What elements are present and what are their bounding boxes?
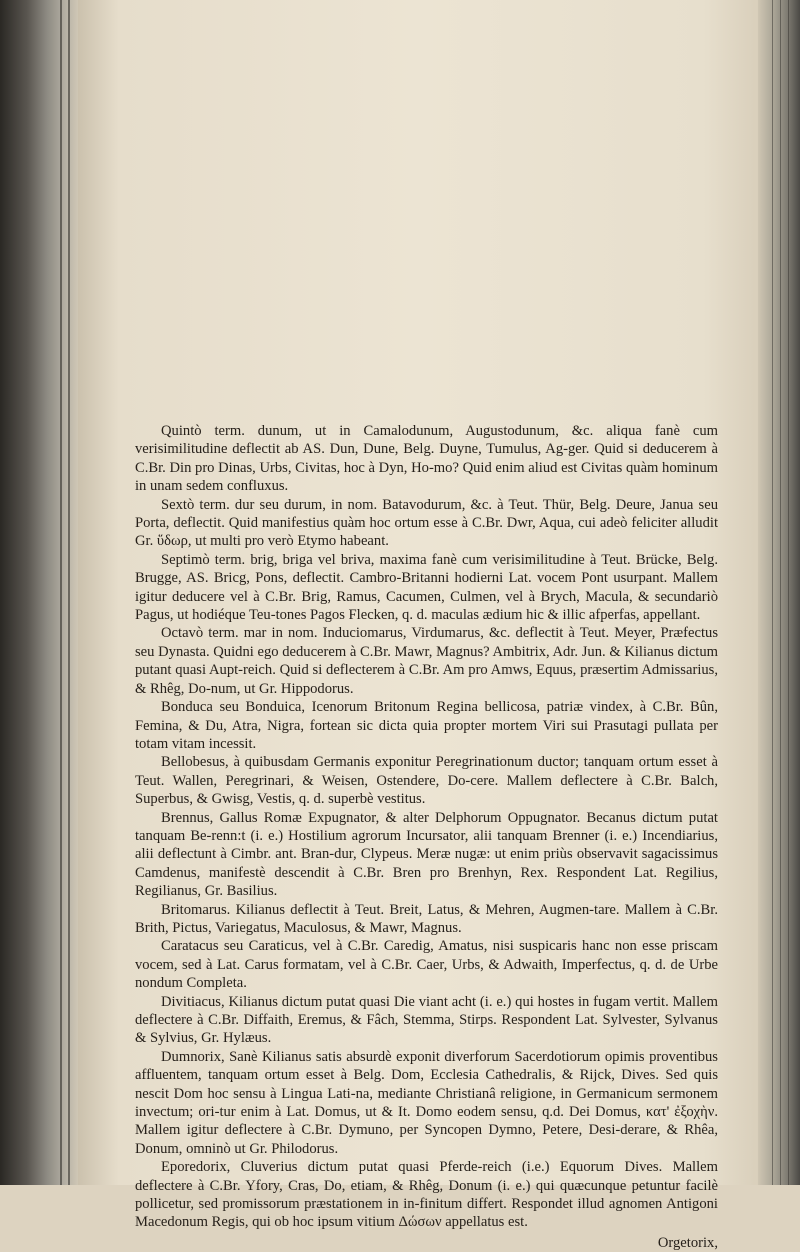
paragraph-bellobesus: Bellobesus, à quibusdam Germanis exponitur Peregrinationum ductor; tanquam ortum esset à Teut. Wallen, Peregrinari, & Weisen, Ostendere, Do-cere. Mallem deflectere à C.Br. Balch, Superbus, & Gwisg, Vestis, q. d. superbè vestitus.	[135, 754, 718, 808]
paragraph-britomarus: Britomarus. Kilianus deflectit à Teut. Breit, Latus, & Mehren, Augmen-tare. Mallem à C.Br. Brith, Pictus, Variegatus, Maculosus, & Mawr, Magnus.	[135, 901, 718, 936]
paragraph-divitiacus: Divitiacus, Kilianus dictum putat quasi Die viant acht (i. e.) qui hostes in fugam vertit. Mallem deflectere à C.Br. Diffaith, Eremus, & Fâch, Stemma, Stirps. Respondent Lat. Sylvester, Sylvanus & Sylvius, Gr. Hylæus.	[135, 993, 718, 1047]
paragraph-dur: Sextò term. dur seu durum, in nom. Batavodurum, &c. à Teut. Thür, Belg. Deure, Janua seu Porta, deflectit. Quid manifestius quàm hoc ortum esse à C.Br. Dwr, Aqua, cui adeò feliciter alludit Gr. ὕδωρ, ut multi pro verò Etymo habeant.	[135, 496, 718, 550]
paragraph-mar: Octavò term. mar in nom. Induciomarus, Virdumarus, &c. deflectit à Teut. Meyer, Præfectus seu Dynasta. Quidni ego deducerem à C.Br. Mawr, Magnus? Ambitrix, Adr. Jun. & Kilianus dictum putant quasi Aupt-reich. Quid si deflecterem à C.Br. Am pro Amws, Equus, præsertim Admissarius, & Rhêg, Do-num, ut Gr. Hippodorus.	[135, 625, 718, 697]
page-edge-line	[788, 0, 789, 1185]
page-edge-line	[60, 0, 62, 1185]
paragraph-brennus: Brennus, Gallus Romæ Expugnator, & alter Delphorum Oppugnator. Becanus dictum putat tanquam Be-renn:t (i. e.) Hostilium agrorum Incursator, alii tanquam Brenner (i. e.) Incendiarius, alii deflectunt à Cimbr. ant. Bran-dur, Clypeus. Meræ nugæ: ut enim priùs observavit sagacissimus Camdenus, manifestè descendit à C.Br. Bren pro Brenhyn, Rex. Respondent Lat. Regilius, Regilianus, Gr. Basilius.	[135, 809, 718, 900]
paragraph-dumnorix: Dumnorix, Sanè Kilianus satis absurdè exponit diverforum Sacerdotiorum opimis proventibus affluentem, tanquam ortum esset à Belg. Dom, Ecclesia Cathedralis, & Rijck, Dives. Sed quis nescit Dom hoc sensu à Lingua Lati-na, mediante Christianâ religione, in Germanicum sermonem invectum; ori-tur enim à Lat. Domus, ut & It. Domo eodem sensu, q.d. Dei Domus, κατ' ἐξοχὴν. Mallem igitur deflectere à C.Br. Dymuno, per Syncopen Dymno, Petere, Desi-derare, & Rhêa, Donum, omninò ut Gr. Philodorus.	[135, 1048, 718, 1157]
right-page-edges	[758, 0, 800, 1185]
page-text-block	[135, 422, 718, 1252]
paragraph-caratacus: Caratacus seu Caraticus, vel à C.Br. Caredig, Amatus, nisi suspicaris hanc non esse priscam vocem, sed à Lat. Carus formatam, vel à C.Br. Caer, Urbs, & Adwaith, Imperfectus, q. d. de Urbe nondum Completa.	[135, 938, 718, 992]
paragraph-bonduca: Bonduca seu Bonduica, Icenorum Britonum Regina bellicosa, patriæ vindex, à C.Br. Bûn, Femina, & Du, Atra, Nigra, fortean sic dicta quia propter mortem Viri sui Prasutagi pullata per totam vitam incessit.	[135, 699, 718, 752]
paragraph-dunum: Quintò term. dunum, ut in Camalodunum, Augustodunum, &c. aliqua fanè cum verisimilitudine deflectit ab AS. Dun, Dune, Belg. Duyne, Tumulus, Ag-ger. Quid si deducerem à C.Br. Din pro Dinas, Urbs, Civitas, hoc à Dyn, Ho-mo? Quid enim aliud est Civitas quàm hominum in unam sedem confluxus.	[135, 423, 718, 495]
catchword: Orgetorix,	[657, 1234, 718, 1251]
page-edge-line	[772, 0, 773, 1185]
book-gutter-shadow	[0, 0, 78, 1185]
paragraph-eporedorix: Eporedorix, Cluverius dictum putat quasi Pferde-reich (i.e.) Equorum Dives. Mallem deflectere à C.Br. Yfory, Cras, Do, etiam, & Rhêg, Donum (i. e.) qui quæcunque petuntur facilè pollicetur, sed promissorum præstationem in in-finitum differt. Respondet illud agnomen Antigoni Macedonum Regis, qui ob hoc ipsum vitium Δώσων appellatus est.	[135, 1159, 718, 1231]
paragraph-brig: Septimò term. brig, briga vel briva, maxima fanè cum verisimilitudine à Teut. Brücke, Belg. Brugge, AS. Bricg, Pons, deflectit. Cambro-Britanni hodierni Lat. vocem Pont usurpant. Mallem igitur deducere vel à C.Br. Brig, Ramus, Cacumen, Culmen, vel à Brych, Macula, & secundariò Pagus, ut hodiéque Teu-tones Pagos Flecken, q. d. maculas ædium hic & illic afperfas, appellant.	[135, 551, 718, 624]
page-edge-line	[68, 0, 70, 1185]
page-edge-line	[780, 0, 781, 1185]
